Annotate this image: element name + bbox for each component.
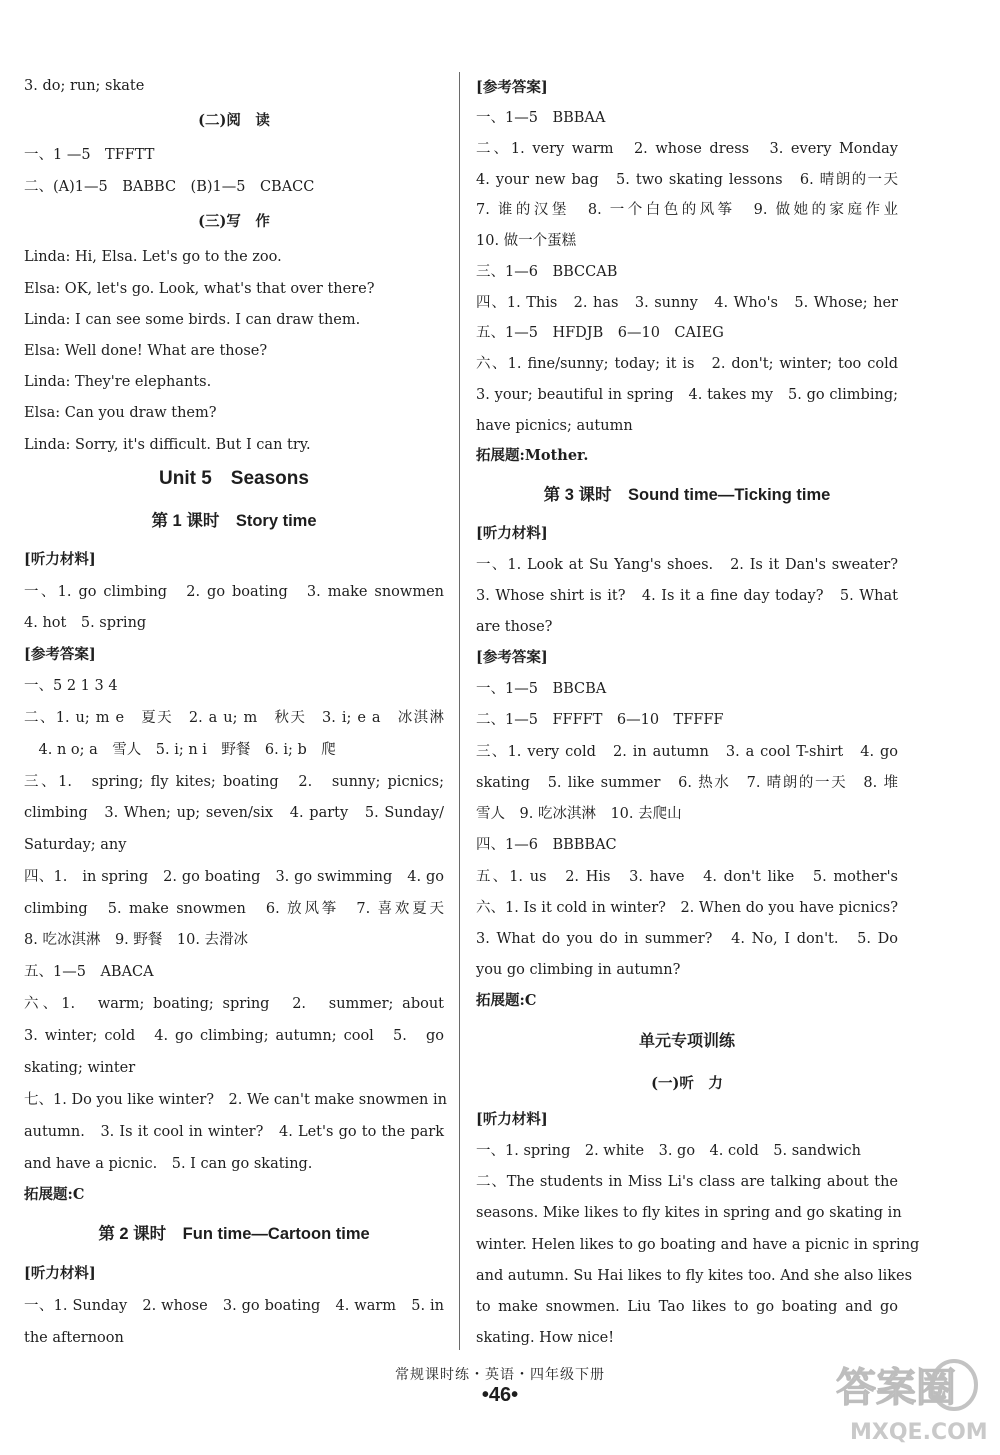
answer-line: 一、1—5 BBBAA	[476, 110, 606, 126]
lesson-title: 第 3 课时 Sound time—Ticking time	[543, 486, 831, 504]
answer-line: climbing 3. When; up; seven/six 4. party 5. Sunday/	[24, 805, 444, 821]
answer-line: Saturday; any	[24, 837, 127, 853]
answer-line: 四、1—6 BBBBAC	[476, 837, 617, 853]
footer-book-title: 常规课时练・英语・四年级下册	[395, 1367, 605, 1383]
answer-line: 4. your new bag 5. two skating lessons 6. 晴朗的一天	[476, 172, 898, 188]
column-divider	[459, 72, 460, 1350]
answer-line: 一、1. Sunday 2. whose 3. go boating 4. warm 5. in	[24, 1298, 444, 1314]
answer-line: 雪人 9. 吃冰淇淋 10. 去爬山	[476, 806, 682, 822]
answer-line: 一、1. go climbing 2. go boating 3. make snowmen	[24, 584, 444, 600]
answer-line: 六、1. warm; boating; spring 2. summer; about	[24, 996, 444, 1012]
dialog-line: Elsa: Well done! What are those?	[24, 343, 268, 359]
answer-line: 六、1. fine/sunny; today; it is 2. don't; winter; too cold	[476, 356, 898, 372]
answer-line: 五、1—5 HFDJB 6—10 CAIEG	[476, 325, 724, 341]
dialog-line: Linda: They're elephants.	[24, 374, 212, 390]
lesson-title: 第 1 课时 Story time	[151, 512, 317, 530]
watermark-text: 答案圈	[836, 1365, 956, 1411]
answer-line: 一、1—5 BBCBA	[476, 681, 607, 697]
answer-line: 七、1. Do you like winter? 2. We can't make snowmen in	[24, 1092, 447, 1108]
listening-material-tag: [听力材料]	[24, 551, 96, 568]
lesson-title: 第 2 课时 Fun time—Cartoon time	[98, 1225, 370, 1243]
answer-line: 六、1. Is it cold in winter? 2. When do you have picnics?	[476, 900, 898, 916]
answer-line: 3. your; beautiful in spring 4. takes my 5. go climbing;	[476, 387, 898, 403]
answer-line: 4. hot 5. spring	[24, 615, 147, 631]
reference-answer-tag: [参考答案]	[476, 79, 548, 96]
answer-line: 一、1 —5 TFFTT	[24, 147, 155, 163]
answer-line: 三、1. spring; fly kites; boating 2. sunny; picnics;	[24, 774, 444, 790]
answer-line: 10. 做一个蛋糕	[476, 233, 577, 249]
answer-line: 3. Whose shirt is it? 4. Is it a fine day today? 5. What	[476, 588, 898, 604]
answer-line: 二、1—5 FFFFT 6—10 TFFFF	[476, 712, 724, 728]
extension-question: 拓展题:C	[476, 992, 537, 1009]
watermark-logo	[836, 1351, 986, 1447]
answer-line: skating 5. like summer 6. 热水 7. 晴朗的一天 8. 堆	[476, 775, 898, 791]
dialog-line: Linda: Hi, Elsa. Let's go to the zoo.	[24, 249, 282, 265]
page-number: •46•	[481, 1384, 519, 1406]
answer-line: 3. do; run; skate	[24, 78, 145, 94]
answer-line: 四、1. This 2. has 3. sunny 4. Who's 5. Whose; her	[476, 295, 898, 311]
answer-line: 四、1. in spring 2. go boating 3. go swimming 4. go	[24, 869, 444, 885]
answer-line: are those?	[476, 619, 553, 635]
section-title-listening: (一)听 力	[651, 1075, 723, 1092]
answer-line: 三、1—6 BBCCAB	[476, 264, 618, 280]
listening-material-tag: [听力材料]	[476, 525, 548, 542]
answer-line: 二、(A)1—5 BABBC (B)1—5 CBACC	[24, 179, 315, 195]
answer-line: you go climbing in autumn?	[476, 962, 681, 978]
extension-question: 拓展题:Mother.	[476, 447, 589, 464]
answer-line: 二、1. very warm 2. whose dress 3. every Monday	[476, 141, 898, 157]
answer-line: the afternoon	[24, 1330, 124, 1346]
listening-material-tag: [听力材料]	[24, 1265, 96, 1282]
dialog-line: Elsa: Can you draw them?	[24, 405, 217, 421]
passage-line: 二、The students in Miss Li's class are talking about the	[476, 1174, 898, 1190]
passage-line: winter. Helen likes to go boating and have a picnic in spring	[476, 1237, 920, 1253]
answer-line: 五、1. us 2. His 3. have 4. don't like 5. mother's	[476, 869, 898, 885]
section-heading: 单元专项训练	[638, 1031, 735, 1050]
answer-line: and have a picnic. 5. I can go skating.	[24, 1156, 313, 1172]
watermark-url: MXQE.COM	[850, 1420, 986, 1445]
dialog-line: Elsa: OK, let's go. Look, what's that over there?	[24, 281, 375, 297]
section-title-writing: (三)写 作	[198, 213, 270, 230]
answer-line: 一、1. spring 2. white 3. go 4. cold 5. sandwich	[476, 1143, 861, 1159]
answer-line: 五、1—5 ABACA	[24, 964, 154, 980]
answer-line: 二、1. u; m e 夏天 2. a u; m 秋天 3. i; e a 冰淇淋	[24, 710, 444, 726]
reference-answer-tag: [参考答案]	[24, 646, 96, 663]
answer-line: have picnics; autumn	[476, 418, 633, 434]
answer-line: 8. 吃冰淇淋 9. 野餐 10. 去滑冰	[24, 932, 249, 948]
answer-line: autumn. 3. Is it cool in winter? 4. Let's go to the park	[24, 1124, 444, 1140]
passage-line: skating. How nice!	[476, 1330, 615, 1346]
answer-line: skating; winter	[24, 1060, 136, 1076]
answer-line: 3. What do you do in summer? 4. No, I don't. 5. Do	[476, 931, 898, 947]
answer-line: 3. winter; cold 4. go climbing; autumn; cool 5. go	[24, 1028, 444, 1044]
answer-line: climbing 5. make snowmen 6. 放风筝 7. 喜欢夏天	[24, 901, 444, 917]
answer-line: 一、1. Look at Su Yang's shoes. 2. Is it Dan's sweater?	[476, 557, 898, 573]
section-title-reading: (二)阅 读	[198, 112, 270, 129]
listening-material-tag: [听力材料]	[476, 1111, 548, 1128]
answer-line: 三、1. very cold 2. in autumn 3. a cool T-shirt 4. go	[476, 744, 898, 760]
passage-line: seasons. Mike likes to fly kites in spring and go skating in	[476, 1205, 902, 1221]
extension-question: 拓展题:C	[24, 1186, 85, 1203]
reference-answer-tag: [参考答案]	[476, 649, 548, 666]
unit-title: Unit 5 Seasons	[159, 468, 309, 489]
passage-line: and autumn. Su Hai likes to fly kites too. And she also likes	[476, 1268, 913, 1284]
answer-line: 7. 谁的汉堡 8. 一个白色的风筝 9. 做她的家庭作业	[476, 202, 898, 218]
answer-line: 4. n o; a 雪人 5. i; n i 野餐 6. i; b 爬	[24, 742, 336, 758]
answer-line: 一、5 2 1 3 4	[24, 678, 118, 694]
passage-line: to make snowmen. Liu Tao likes to go boating and go	[476, 1299, 898, 1315]
dialog-line: Linda: Sorry, it's difficult. But I can try.	[24, 437, 311, 453]
dialog-line: Linda: I can see some birds. I can draw them.	[24, 312, 361, 328]
